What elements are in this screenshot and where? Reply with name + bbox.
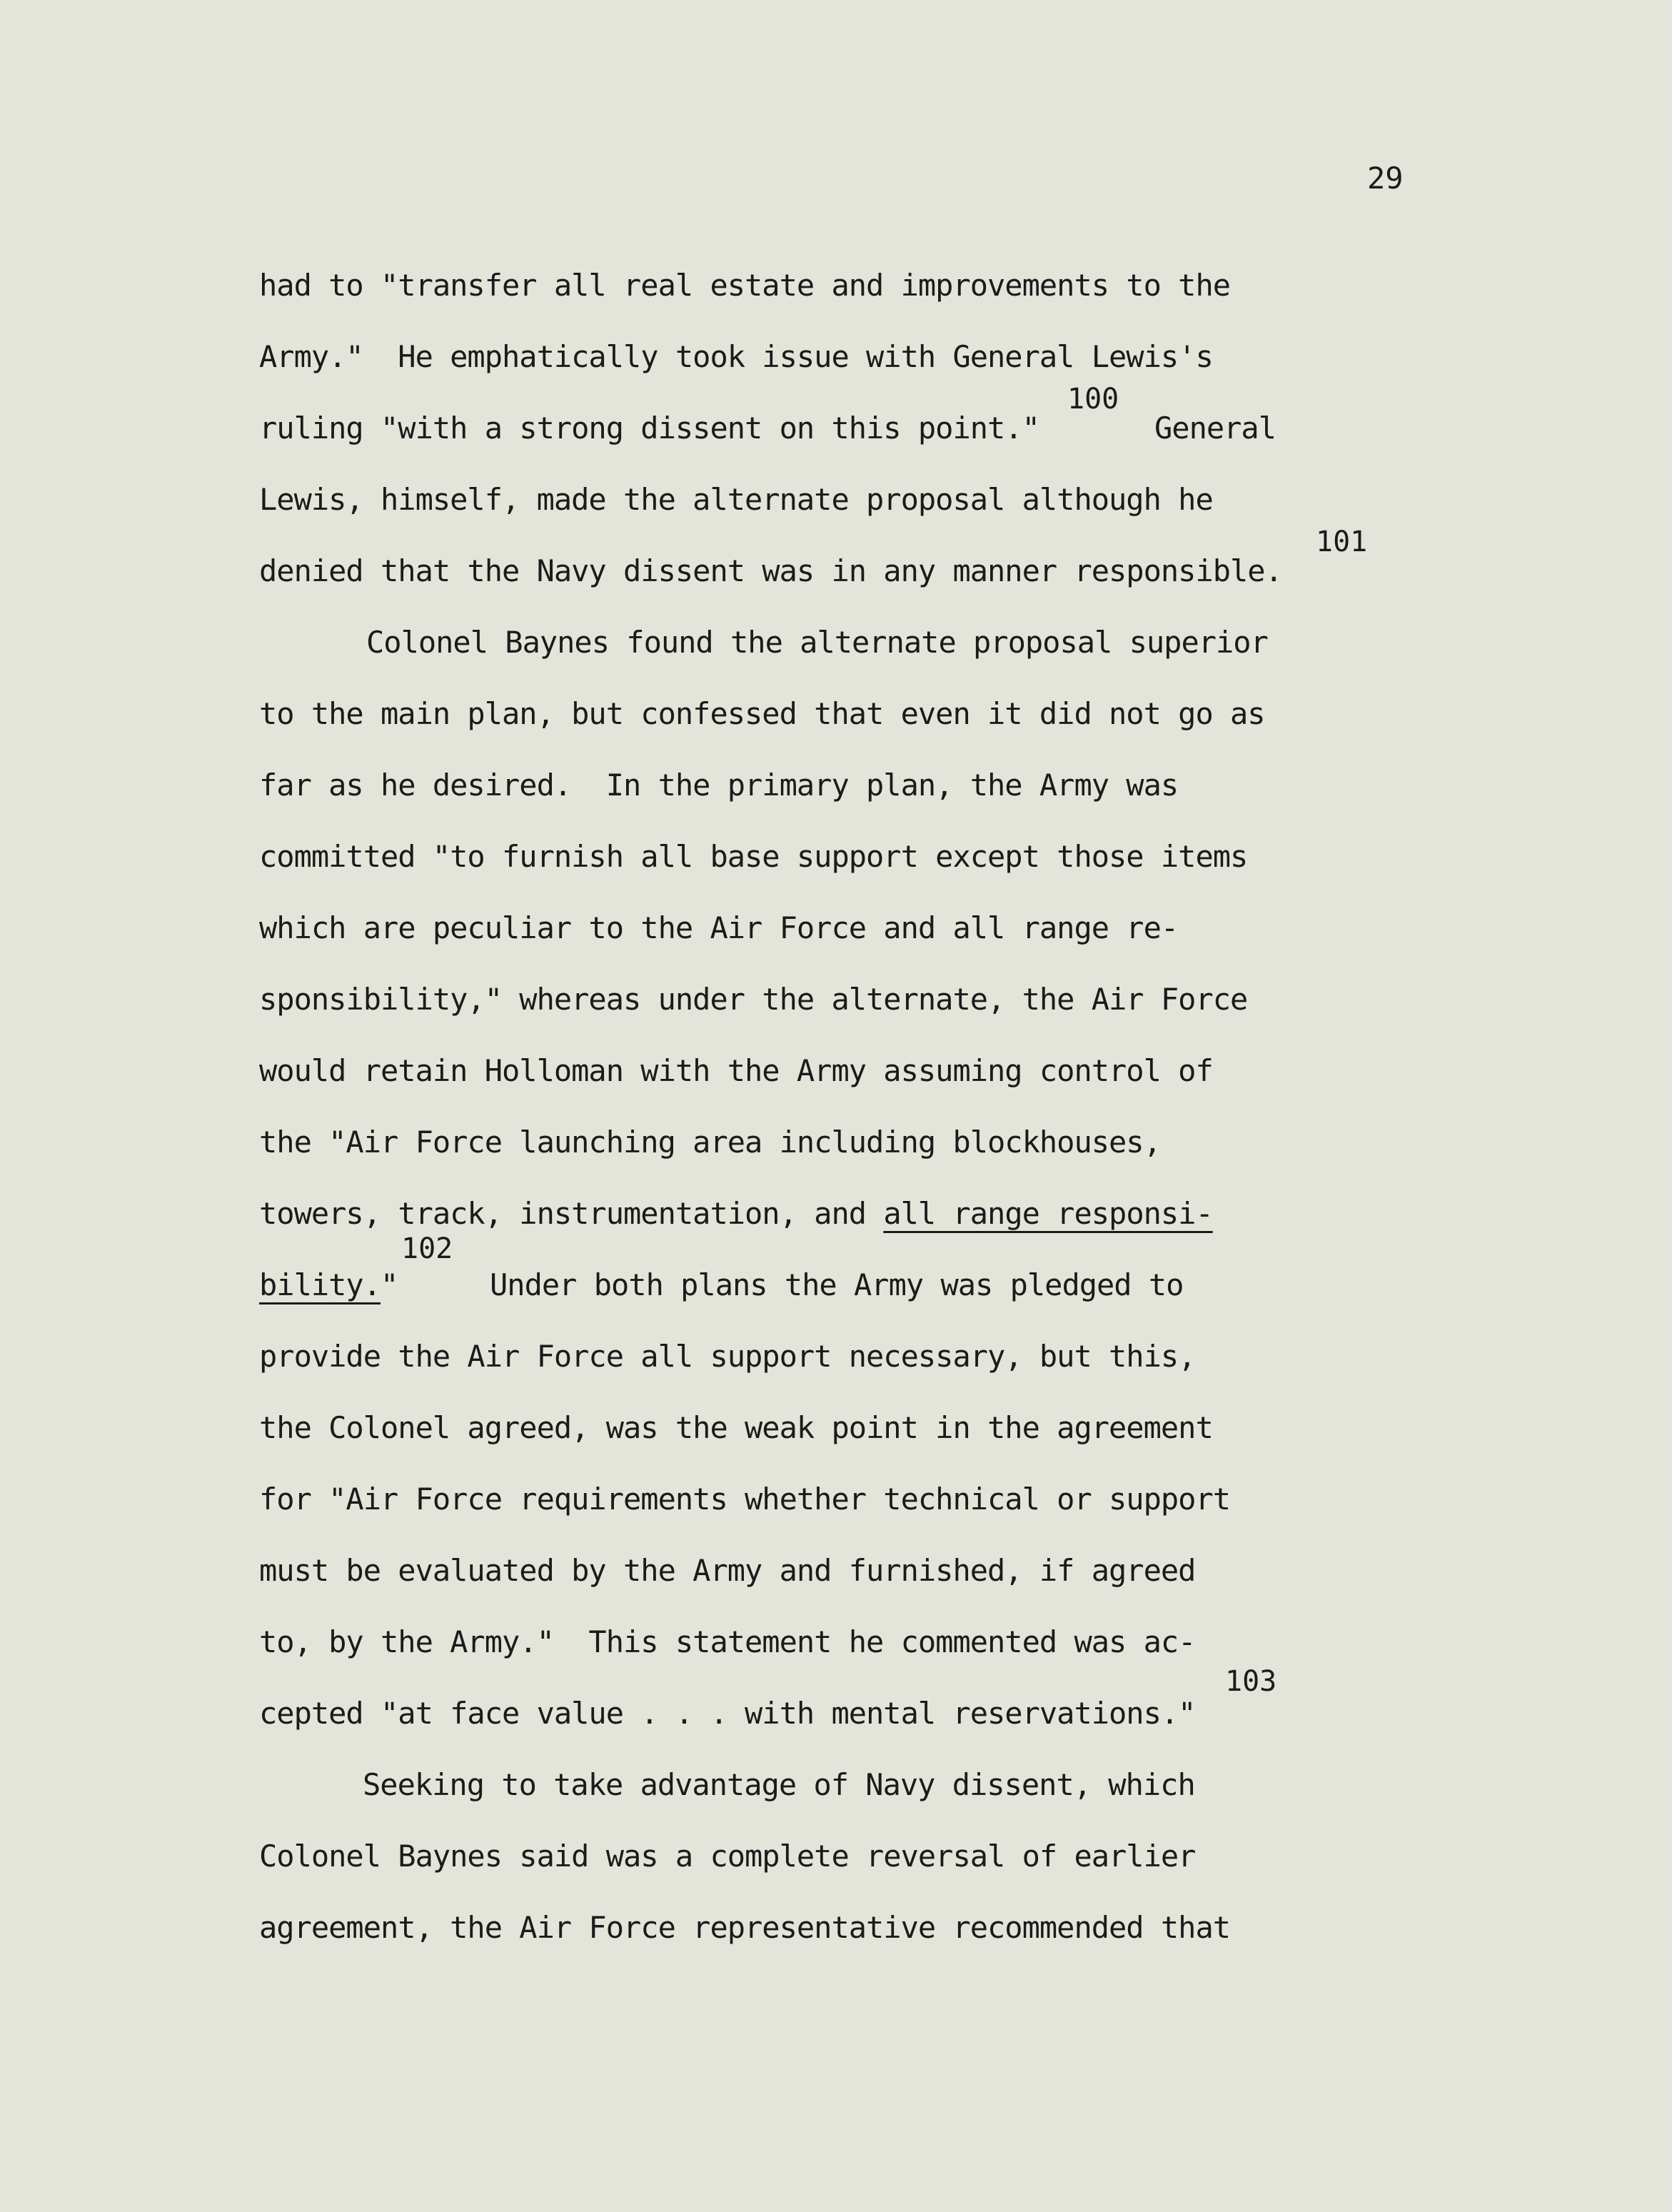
text-line: cepted "at face value . . . with mental reservations." <box>259 1696 1196 1731</box>
footnote-marker-103: 103 <box>1225 1665 1277 1698</box>
text-line: far as he desired. In the primary plan, the Army was <box>259 768 1179 803</box>
text-line <box>259 1264 398 1307</box>
page-number: 29 <box>1367 161 1404 196</box>
text-line: provide the Air Force all support necessary, but this, <box>259 1339 1196 1374</box>
text-line: to, by the Army." This statement he commented was ac- <box>259 1624 1196 1659</box>
text-line: agreement, the Air Force representative recommended that <box>259 1910 1231 1945</box>
text-line: for "Air Force requirements whether technical or support <box>259 1482 1231 1517</box>
text-line: ruling "with a strong dissent on this point." <box>259 411 1039 446</box>
footnote-marker-100: 100 <box>1067 383 1119 416</box>
text-line: the "Air Force launching area including blockhouses, <box>259 1125 1161 1160</box>
text-line: Seeking to take advantage of Navy dissent, which <box>363 1767 1195 1802</box>
text-line: had to "transfer all real estate and improvements to the <box>259 268 1231 303</box>
text-line: denied that the Navy dissent was in any manner responsible. <box>259 553 1282 588</box>
text-line: to the main plan, but confessed that even it did not go as <box>259 696 1265 731</box>
text-line: must be evaluated by the Army and furnished, if agreed <box>259 1553 1196 1588</box>
underlined-text: all range responsi- <box>883 1196 1213 1231</box>
footnote-marker-102: 102 <box>401 1232 453 1265</box>
text-line: Army." He emphatically took issue with General Lewis's <box>259 339 1213 374</box>
text-line <box>259 1192 1213 1235</box>
text-line: Lewis, himself, made the alternate proposal although he <box>259 482 1213 517</box>
text-segment: towers, track, instrumentation, and <box>259 1196 884 1231</box>
text-line: the Colonel agreed, was the weak point in the agreement <box>259 1410 1213 1445</box>
text-line: sponsibility," whereas under the alternate, the Air Force <box>259 982 1248 1017</box>
text-segment: " <box>381 1267 398 1302</box>
text-line: Under both plans the Army was pledged to <box>490 1267 1184 1302</box>
footnote-marker-101: 101 <box>1316 526 1368 558</box>
text-line: Colonel Baynes said was a complete reversal of earlier <box>259 1839 1196 1874</box>
underlined-text: bility. <box>259 1267 381 1302</box>
text-line: which are peculiar to the Air Force and all range re- <box>259 910 1179 945</box>
text-line: Colonel Baynes found the alternate proposal superior <box>366 625 1268 660</box>
text-line: General <box>1154 411 1276 446</box>
text-line: committed "to furnish all base support except those items <box>259 839 1248 874</box>
text-line: would retain Holloman with the Army assuming control of <box>259 1053 1213 1088</box>
